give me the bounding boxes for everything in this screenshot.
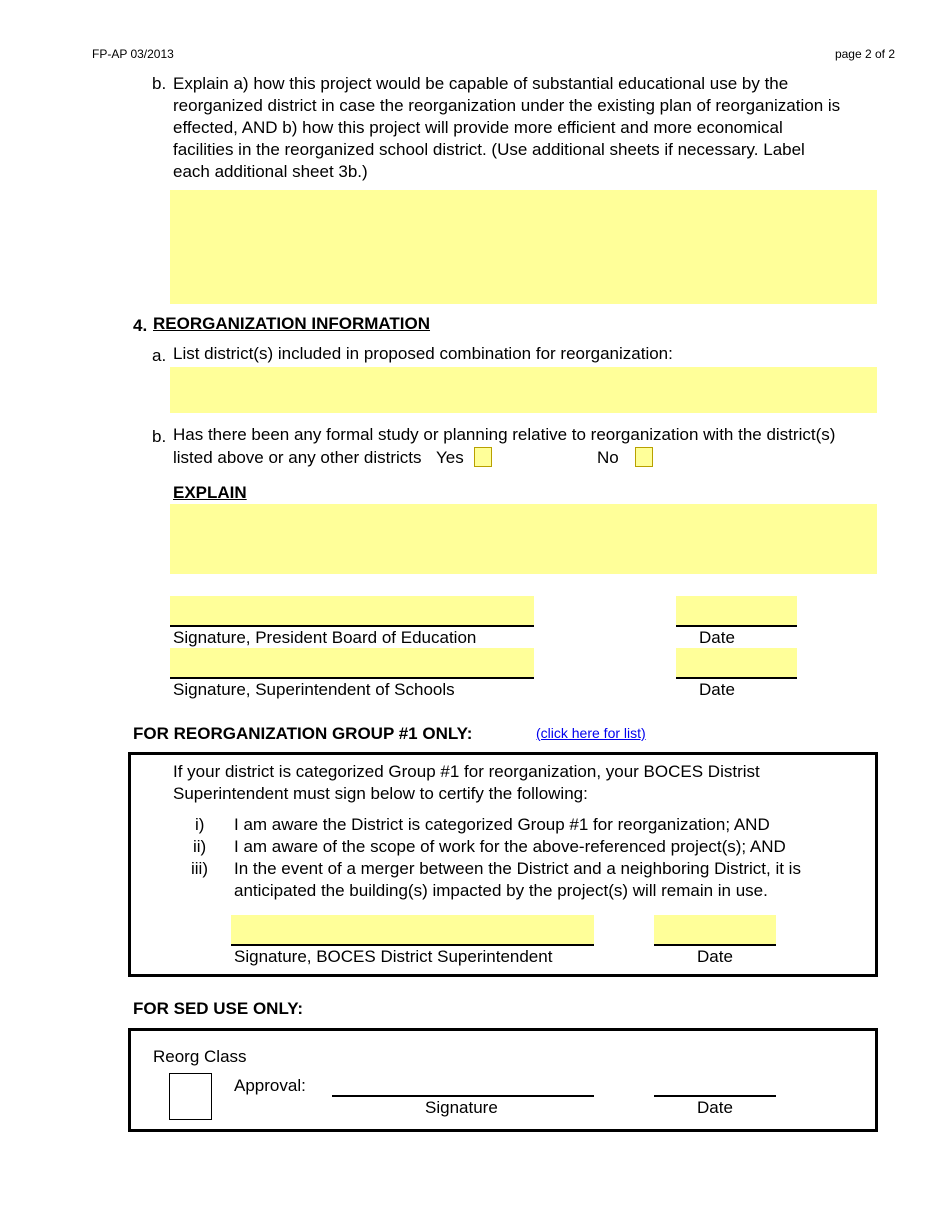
boces-signature-label: Signature, BOCES District Superintendent (234, 947, 553, 966)
districts-list-field[interactable] (170, 367, 877, 413)
no-label: No (597, 448, 619, 467)
sed-title: FOR SED USE ONLY: (133, 999, 304, 1018)
reorg-class-label: Reorg Class (153, 1047, 247, 1066)
approval-label: Approval: (234, 1076, 306, 1095)
boces-date-field[interactable] (654, 915, 776, 946)
yes-checkbox[interactable] (474, 447, 492, 467)
superintendent-signature-field[interactable] (170, 648, 534, 679)
item-4b-line2: listed above or any other districts (173, 448, 422, 467)
superintendent-signature-label: Signature, Superintendent of Schools (173, 680, 455, 699)
item-3b-text: Explain a) how this project would be capable of substantial educational use by the reorganized district in case the reorganization under the existing plan of reorganization is effected, AND b) how this project will provide more efficient and more economical facilities in the reorganized school district. (Use additional sheets if necessary. Label each additional sheet 3b.) (173, 74, 841, 181)
page-number: page 2 of 2 (834, 47, 895, 61)
item-3b-marker: b. (152, 74, 167, 93)
group1-item-text-cont: anticipated the building(s) impacted by the project(s) will remain in use. (234, 881, 768, 900)
yes-label: Yes (436, 448, 464, 467)
item-4a-marker: a. (152, 346, 167, 365)
item-4a-text: List district(s) included in proposed combination for reorganization: (173, 344, 673, 363)
group1-item-text: I am aware of the scope of work for the above-referenced project(s); AND (234, 837, 786, 856)
no-checkbox[interactable] (635, 447, 653, 467)
group1-item-text: I am aware the District is categorized Group #1 for reorganization; AND (234, 815, 770, 834)
form-id: FP-AP 03/2013 (92, 47, 174, 61)
group1-item-num: iii) (191, 859, 208, 878)
section-4-number: 4. (133, 316, 148, 335)
item-3b-explain-field[interactable] (170, 190, 877, 304)
item-4b-marker: b. (152, 427, 167, 446)
item-4b-line1: Has there been any formal study or planning relative to reorganization with the district(s) (173, 425, 836, 444)
president-date-field[interactable] (676, 596, 797, 627)
president-date-label: Date (699, 628, 735, 647)
boces-signature-field[interactable] (231, 915, 594, 946)
group1-list-link[interactable]: (click here for list) (536, 725, 646, 741)
group1-item-text: In the event of a merger between the District and a neighboring District, it is (234, 859, 801, 878)
section-4-title: REORGANIZATION INFORMATION (153, 314, 431, 333)
group1-item-num: ii) (193, 837, 207, 856)
approval-date-line[interactable] (654, 1082, 776, 1097)
reorg-class-box[interactable] (169, 1073, 212, 1120)
superintendent-date-field[interactable] (676, 648, 797, 679)
superintendent-date-label: Date (699, 680, 735, 699)
approval-date-label: Date (697, 1098, 733, 1117)
explain-label: EXPLAIN (173, 483, 247, 502)
approval-signature-line[interactable] (332, 1082, 594, 1097)
group1-intro-line1: If your district is categorized Group #1 for reorganization, your BOCES Distrist (173, 762, 760, 781)
group1-title: FOR REORGANIZATION GROUP #1 ONLY: (133, 724, 473, 743)
group1-intro-line2: Superintendent must sign below to certify the following: (173, 784, 588, 803)
approval-signature-label: Signature (425, 1098, 498, 1117)
president-signature-field[interactable] (170, 596, 534, 627)
boces-date-label: Date (697, 947, 733, 966)
president-signature-label: Signature, President Board of Education (173, 628, 477, 647)
group1-item-num: i) (195, 815, 205, 834)
explain-field[interactable] (170, 504, 877, 574)
